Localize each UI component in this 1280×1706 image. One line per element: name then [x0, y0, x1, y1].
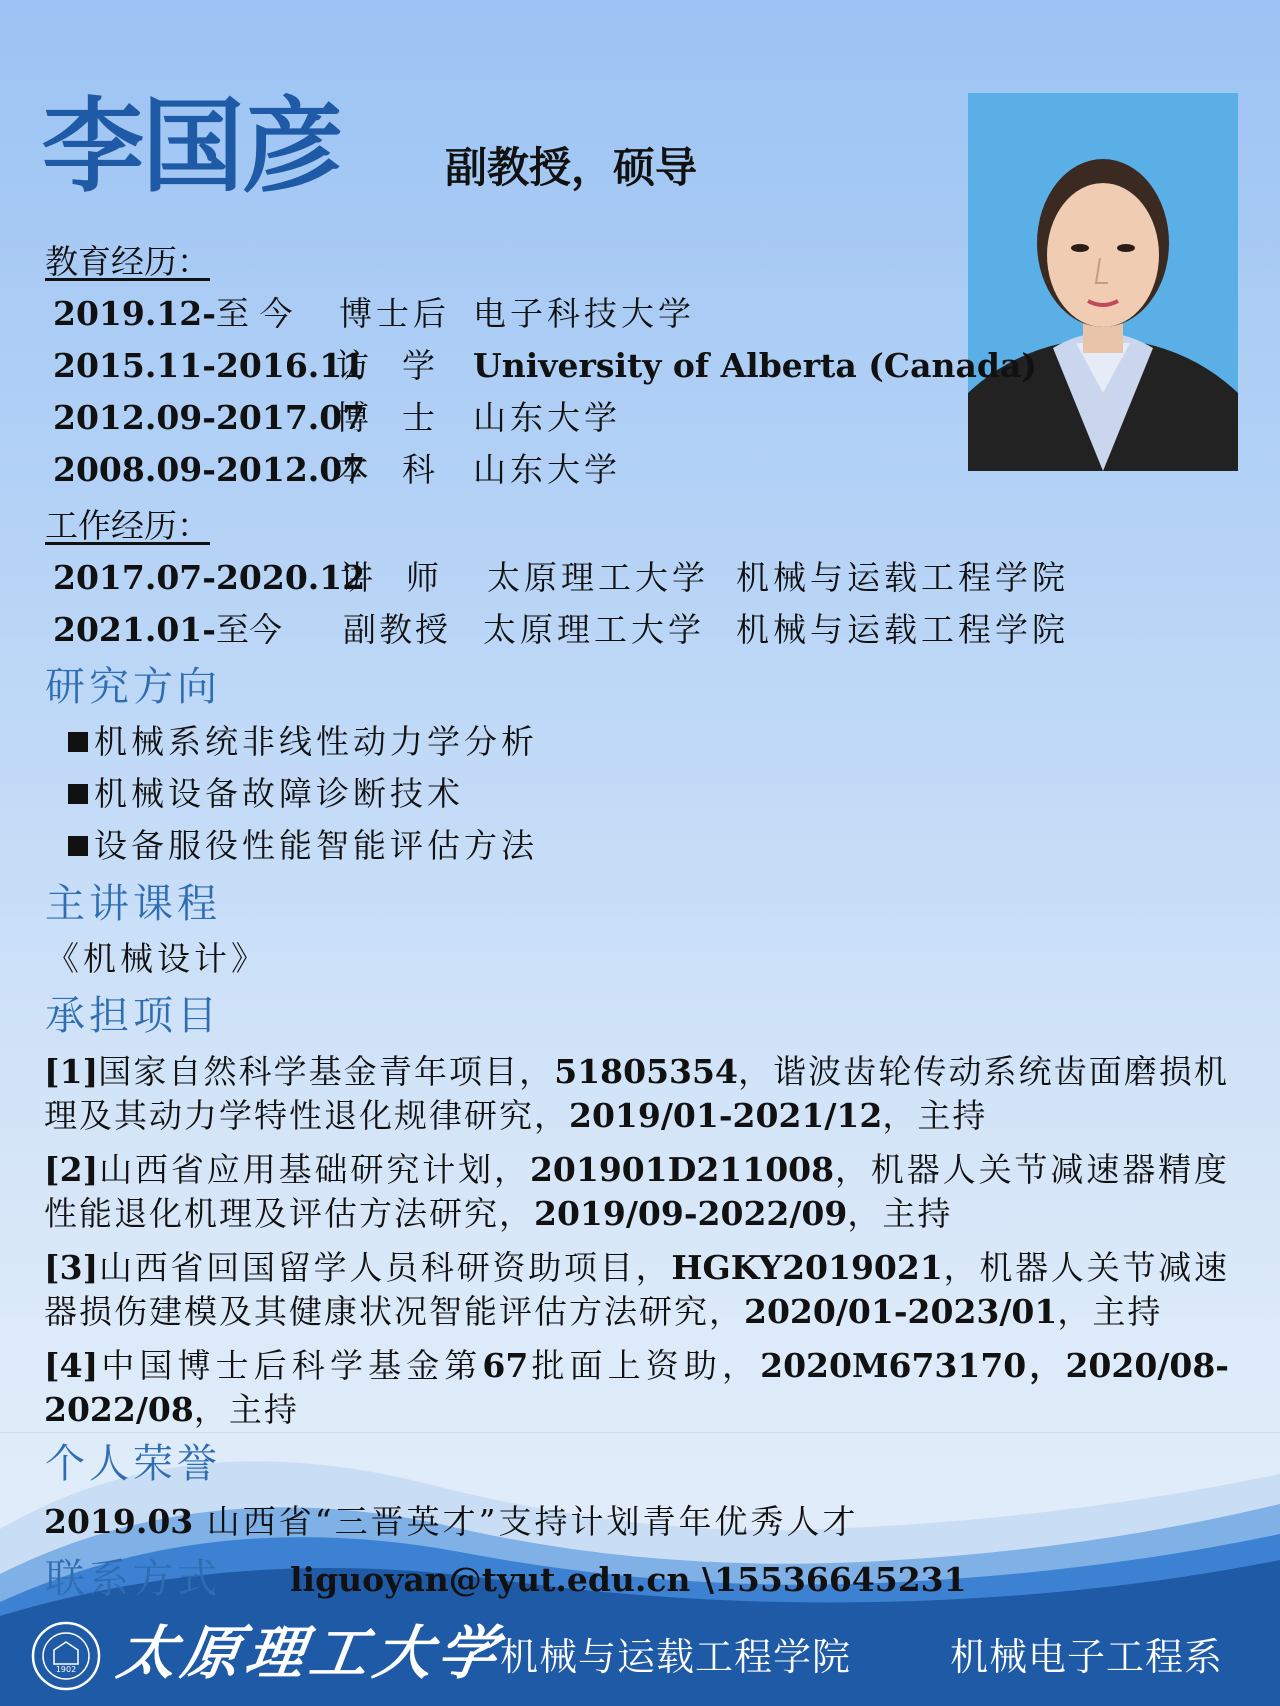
education-date: 2012.09-2017.07	[53, 398, 366, 437]
work-date-suffix: 至今	[215, 610, 282, 649]
honor-item	[44, 1500, 859, 1544]
project-code: 201901D211008	[529, 1150, 835, 1189]
bullet-square-icon	[68, 836, 88, 856]
work-org: 太原理工大学	[483, 610, 705, 649]
education-heading: 教育经历：	[45, 242, 210, 281]
bullet-square-icon	[68, 784, 88, 804]
education-date: 2015.11-2016.11	[53, 346, 366, 385]
project-index: [3]	[44, 1248, 99, 1287]
education-date-suffix: 至 今	[215, 294, 293, 333]
project-item	[44, 1148, 1229, 1236]
project-funder: 中国博士后科学基金第	[98, 1346, 483, 1385]
research-item-text: 机械系统非线性动力学分析	[94, 722, 538, 761]
education-degree: 本 科	[336, 450, 435, 489]
project-code: HGKY2019021	[671, 1248, 943, 1287]
projects-heading: 承担项目	[45, 993, 221, 1039]
project-index: [2]	[44, 1150, 99, 1189]
research-item	[68, 824, 538, 868]
research-item-text: 设备服役性能智能评估方法	[94, 826, 538, 865]
project-role: ，主持	[1057, 1292, 1163, 1331]
project-period: 2020/01-2023/01	[744, 1292, 1058, 1331]
project-funder: 山西省应用基础研究计划，	[98, 1150, 530, 1189]
bullet-square-icon	[68, 732, 88, 752]
education-institution: 电子科技大学	[473, 294, 695, 333]
project-code: 51805354	[554, 1052, 738, 1091]
courses-heading: 主讲课程	[45, 881, 221, 927]
honor-year: 2019.03	[44, 1502, 194, 1541]
project-code: 67	[482, 1346, 529, 1385]
honors-heading: 个人荣誉	[45, 1441, 221, 1487]
work-date: 2017.07-2020.12	[53, 558, 366, 597]
project-period: 2020M673170，2020/08-2022/08	[44, 1346, 1229, 1429]
course-item: 《机械设计》	[46, 939, 268, 978]
work-dept: 机械与运载工程学院	[736, 610, 1069, 649]
portrait-photo	[968, 93, 1238, 471]
university-seal-icon	[30, 1620, 102, 1692]
project-title: ，机器人关节减速器损伤建模及其健康状况智能评估方法研究，	[44, 1248, 1230, 1331]
work-dept: 机械与运载工程学院	[736, 558, 1069, 597]
education-institution: 山东大学	[473, 398, 621, 437]
college-name: 机械与运载工程学院	[500, 1635, 852, 1679]
honor-text: 山西省“三晋英才”支持计划青年优秀人才	[193, 1502, 859, 1541]
project-item	[44, 1050, 1229, 1138]
work-heading: 工作经历：	[45, 506, 210, 545]
contact-value: liguoyan@tyut.edu.cn \15536645231	[290, 1560, 967, 1599]
research-item	[68, 720, 538, 764]
education-institution: 山东大学	[473, 450, 621, 489]
department-name: 机械电子工程系	[950, 1635, 1224, 1679]
project-title: ，机器人关节减速器精度性能退化机理及评估方法研究，	[44, 1150, 1230, 1233]
education-degree: 博士后	[339, 294, 450, 333]
research-item-text: 机械设备故障诊断技术	[94, 774, 464, 813]
research-heading: 研究方向	[45, 664, 221, 710]
university-logotype: 太原理工大学	[113, 1619, 507, 1687]
portrait-illustration	[968, 93, 1238, 471]
education-date: 2019.12-	[53, 294, 216, 333]
person-name: 李国彦	[42, 88, 342, 207]
divider	[0, 1432, 1280, 1433]
education-degree: 博 士	[336, 398, 435, 437]
academic-title: 副教授，硕导	[445, 143, 698, 192]
project-period: 2019/09-2022/09	[534, 1194, 848, 1233]
project-title: ，谐波齿轮传动系统齿面磨损机理及其动力学特性退化规律研究，	[44, 1052, 1230, 1135]
work-org: 太原理工大学	[487, 558, 709, 597]
contact-heading: 联系方式	[45, 1556, 221, 1602]
project-title: 批面上资助，	[528, 1346, 761, 1385]
education-degree: 访 学	[336, 346, 435, 385]
project-index: [1]	[44, 1052, 99, 1091]
work-date: 2021.01-	[53, 610, 216, 649]
project-period: 2019/01-2021/12	[569, 1096, 883, 1135]
project-index: [4]	[44, 1346, 99, 1385]
project-funder: 山西省回国留学人员科研资助项目，	[98, 1248, 672, 1287]
project-item	[44, 1344, 1229, 1432]
project-role: ，主持	[847, 1194, 953, 1233]
research-item	[68, 772, 464, 816]
project-role: ，主持	[193, 1390, 299, 1429]
project-funder: 国家自然科学基金青年项目，	[98, 1052, 555, 1091]
work-position: 副教授	[343, 610, 451, 649]
work-position: 讲 师	[340, 558, 439, 597]
project-role: ，主持	[882, 1096, 988, 1135]
education-institution: University of Alberta (Canada)	[473, 346, 1037, 385]
education-date: 2008.09-2012.07	[53, 450, 366, 489]
svg-text:1902: 1902	[55, 1665, 77, 1674]
project-item	[44, 1246, 1229, 1334]
